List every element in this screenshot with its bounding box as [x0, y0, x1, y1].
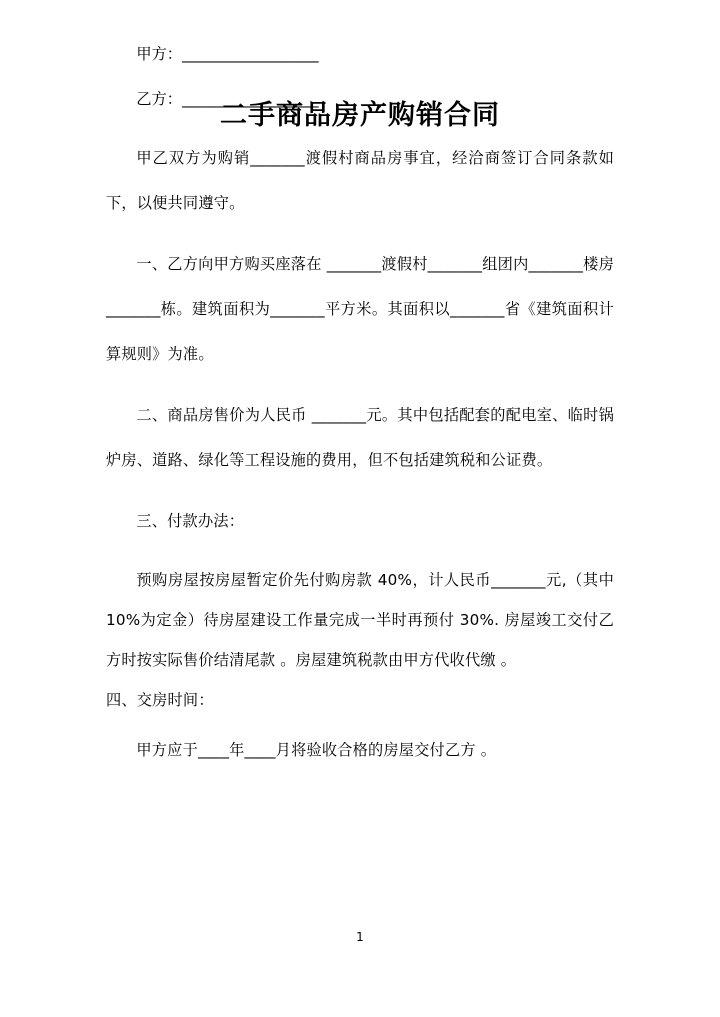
clause-two-paragraph: 二、商品房售价为人民币 _______元。其中包括配套的配电室、临时锅炉房、道路、绿化等工程设施的费用，但不包括建筑税和公证费。 — [106, 406, 614, 469]
spacer-after-parties — [106, 122, 614, 136]
clause-four-paragraph: 甲方应于____年____月将验收合格的房屋交付乙方 。 — [136, 741, 497, 759]
party-a-line: 甲方：__________________ — [136, 45, 319, 63]
payment-terms-paragraph: 预购房屋按房屋暂定价先付购房款 40%，计人民币_______元,（其中 10%为定金）待房屋建设工作量完成一半时再预付 30%. 房屋竣工交付乙方时按实际售价结清尾款 。房屋建筑税款由甲方代收代缴 。 — [106, 571, 614, 669]
page-number: 1 — [356, 930, 364, 944]
party-b-line: 乙方：__________________ — [136, 90, 319, 108]
spacer-after-title — [106, 0, 614, 32]
spacer-before-clause-two — [106, 377, 614, 393]
spacer-before-clause-one — [106, 226, 614, 242]
spacer-before-payment-terms — [106, 544, 614, 560]
document-body — [106, 0, 614, 773]
preamble-paragraph: 甲乙双方为购销_______渡假村商品房事宜，经洽商签订合同条款如下，以便共同遵守。 — [106, 149, 614, 212]
page-title: 二手商品房产购销合同 — [220, 100, 500, 131]
clause-four-heading: 四、交房时间： — [106, 691, 214, 709]
spacer-before-clause-four-body — [106, 720, 614, 728]
clause-one-paragraph: 一、乙方向甲方购买座落在 _______渡假村_______组团内_______楼房_______栋。建筑面积为_______平方米。其面积以_______省《建筑面积计算规则》为准。 — [106, 255, 614, 363]
clause-three-heading: 三、付款办法： — [136, 512, 245, 530]
spacer-before-clause-three — [106, 483, 614, 499]
